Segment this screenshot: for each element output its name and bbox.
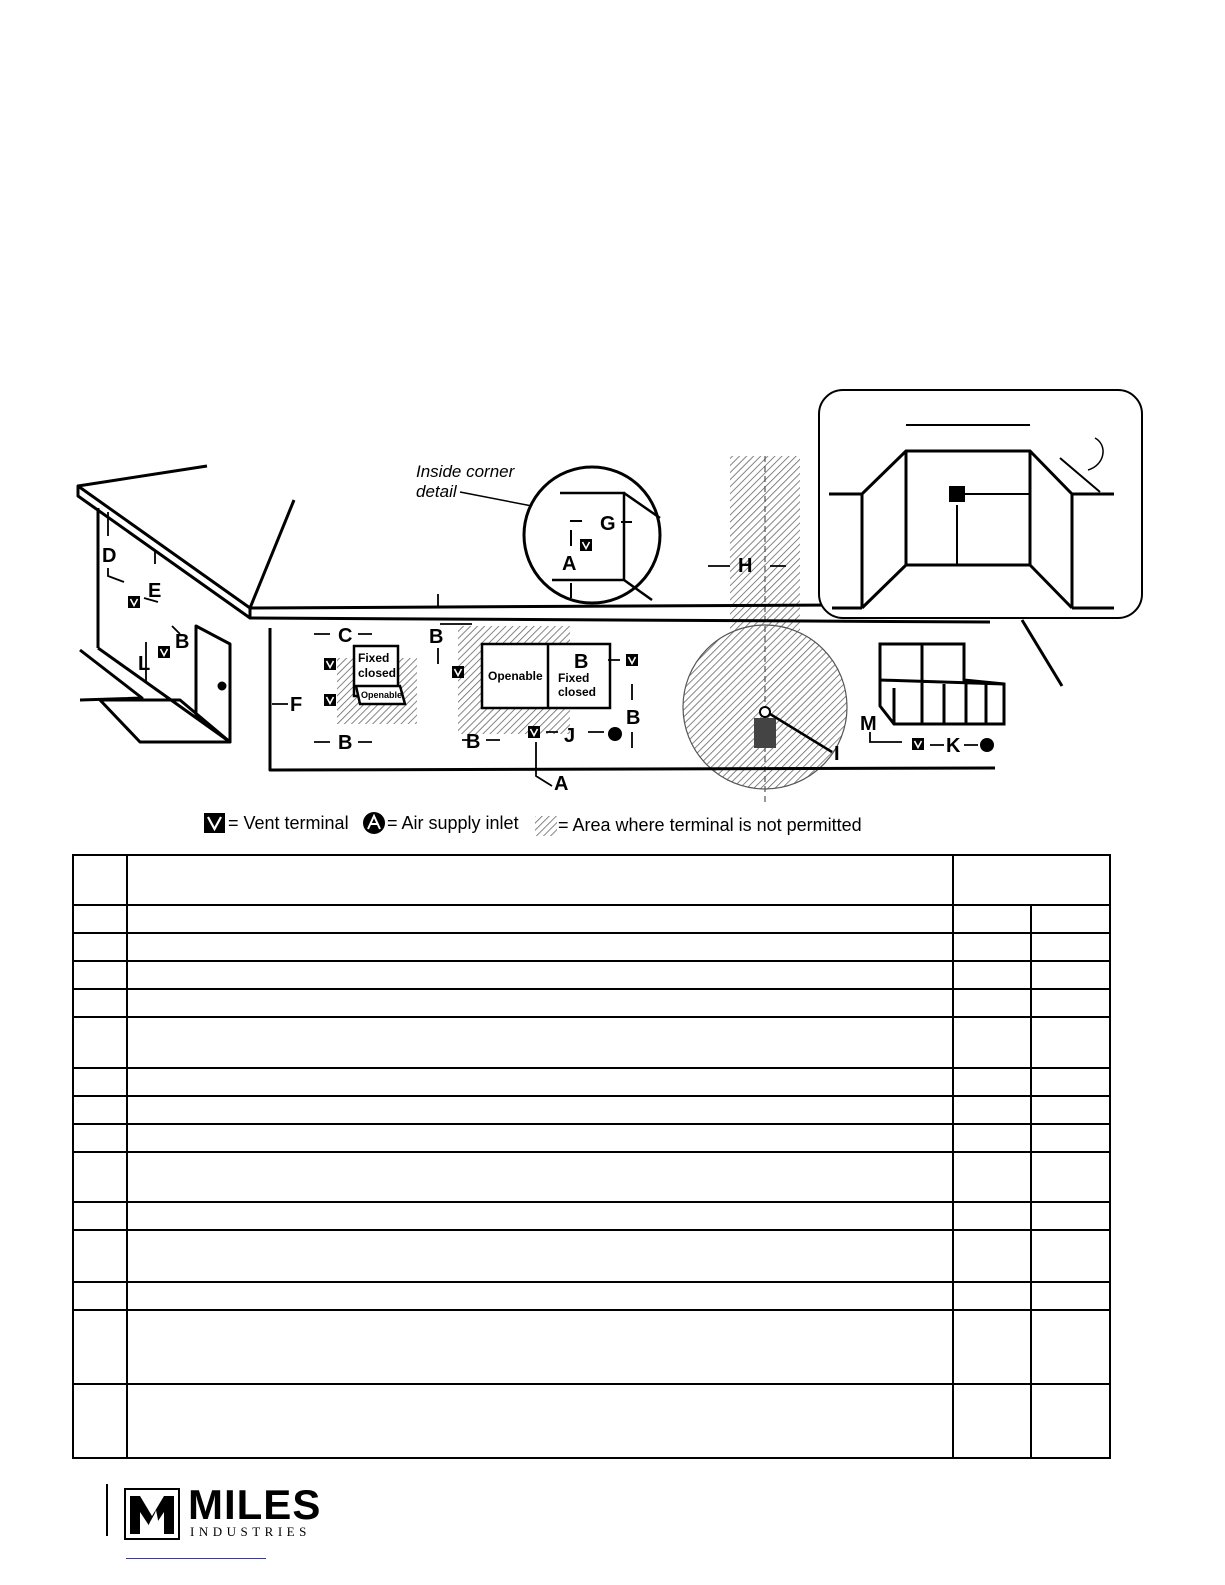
- clearance-table: [72, 854, 1111, 1459]
- table-row: [73, 1096, 1110, 1124]
- table-row: [73, 1017, 1110, 1068]
- svg-text:L: L: [138, 653, 151, 675]
- hatch-swatch-icon: [535, 816, 557, 836]
- svg-text:C: C: [338, 625, 353, 647]
- header-cell: [127, 855, 953, 905]
- svg-text:B: B: [338, 732, 353, 754]
- table-row: [73, 1152, 1110, 1202]
- svg-text:B: B: [429, 626, 444, 648]
- inset-caption: Inside corner detail: [416, 462, 515, 501]
- legend-vent: = Vent terminal: [228, 813, 349, 833]
- table-row: [73, 989, 1110, 1017]
- deck: [880, 644, 1004, 724]
- logo-divider: [106, 1484, 108, 1536]
- svg-text:B: B: [574, 651, 589, 673]
- bay-window-inset: [819, 390, 1142, 686]
- table-row: [73, 1124, 1110, 1152]
- footer-link-underline[interactable]: [126, 1558, 266, 1559]
- svg-text:K: K: [946, 735, 961, 757]
- miles-logo: [106, 1481, 346, 1542]
- legend-not-permitted: = Area where terminal is not permitted: [558, 815, 862, 835]
- svg-text:B: B: [175, 631, 190, 653]
- table-row: [73, 1310, 1110, 1384]
- inside-corner-inset: [524, 467, 660, 603]
- table-row: [73, 1282, 1110, 1310]
- svg-text:E: E: [148, 580, 162, 602]
- header-cell: [73, 855, 127, 905]
- svg-text:M: M: [860, 713, 877, 735]
- svg-text:I: I: [834, 743, 840, 765]
- openable-label-1: Openable: [361, 690, 403, 700]
- table-header-row: [73, 855, 1110, 905]
- brand-sub: INDUSTRIES: [190, 1524, 311, 1539]
- table-row: [73, 1202, 1110, 1230]
- table-row: [73, 1230, 1110, 1281]
- openable-label-2: Openable: [488, 669, 543, 683]
- header-cell: [953, 855, 1110, 905]
- svg-text:G: G: [600, 513, 616, 535]
- svg-text:A: A: [562, 553, 577, 575]
- brand-name: MILES: [188, 1481, 322, 1528]
- table-row: [73, 1068, 1110, 1096]
- legend: [204, 812, 862, 836]
- fixed-closed-label-1: Fixed closed: [358, 651, 397, 680]
- svg-text:B: B: [466, 731, 481, 753]
- legend-air: = Air supply inlet: [387, 813, 519, 833]
- svg-text:A: A: [554, 773, 569, 795]
- table-row: [73, 1384, 1110, 1458]
- svg-text:H: H: [738, 555, 753, 577]
- fixed-closed-label-2: Fixed closed: [558, 671, 597, 699]
- table-row: [73, 961, 1110, 989]
- logo-emblem-icon: [124, 1488, 180, 1540]
- table-row: [73, 933, 1110, 961]
- svg-text:F: F: [290, 694, 303, 716]
- svg-text:D: D: [102, 545, 117, 567]
- svg-text:B: B: [626, 707, 641, 729]
- svg-text:J: J: [564, 725, 576, 747]
- table-row: [73, 905, 1110, 933]
